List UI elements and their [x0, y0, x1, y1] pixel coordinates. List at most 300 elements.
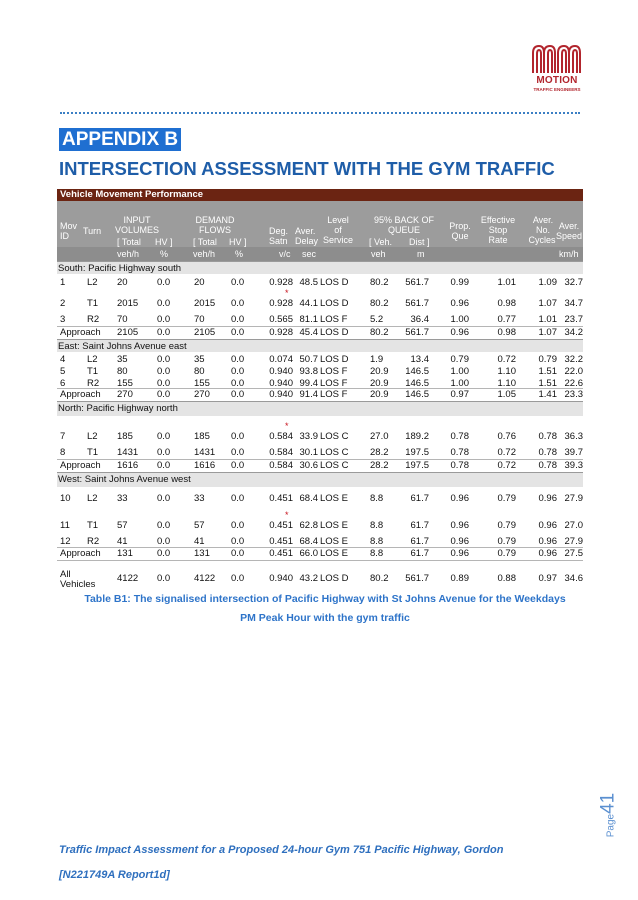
cell-satn: 0.928 [269, 277, 293, 288]
cell-q-veh: 27.0 [370, 431, 389, 442]
cell-in-hv: 0.0 [157, 298, 171, 309]
header-turn: Turn [83, 226, 102, 236]
cell-prop: 0.79 [450, 353, 469, 365]
cell-q-dist: 61.7 [410, 520, 429, 531]
approach-q-dist: 146.5 [405, 389, 429, 400]
cell-prop: 0.96 [450, 535, 469, 547]
approach-dem-hv: 0.0 [231, 327, 245, 338]
cell-in-hv: 0.0 [157, 520, 171, 531]
cell-q-dist: 189.2 [405, 431, 429, 442]
cell-in-total: 155 [117, 377, 133, 389]
all-delay: 43.2 [299, 573, 318, 584]
cell-in-total: 35 [117, 353, 128, 365]
page-number-value: 41 [597, 792, 619, 814]
approach-in-hv: 0.0 [157, 548, 171, 559]
cell-satn: 0.584 [269, 447, 293, 458]
approach-label: Approach [60, 460, 101, 471]
approach-cycles: 1.41 [538, 389, 557, 400]
cell-cycles: 1.07 [538, 298, 557, 309]
cell-id: 4 [60, 353, 66, 365]
cell-cycles: 0.96 [538, 535, 557, 547]
cell-cycles: 1.51 [538, 377, 557, 389]
cell-speed: 39.7 [564, 447, 583, 458]
cell-stop: 0.79 [497, 535, 516, 547]
approach-dem-hv: 0.0 [231, 389, 245, 400]
dotted-divider [60, 112, 580, 114]
cell-turn: L2 [87, 492, 98, 504]
cell-q-veh: 1.9 [370, 353, 384, 365]
cell-in-hv: 0.0 [157, 365, 171, 377]
cell-dem-total: 57 [194, 520, 205, 531]
approach-los: LOS E [320, 548, 348, 559]
approach-prop: 0.96 [450, 548, 469, 559]
approach-in-hv: 0.0 [157, 327, 171, 338]
cell-in-total: 20 [117, 277, 128, 288]
cell-speed: 34.7 [564, 298, 583, 309]
table-row [57, 444, 583, 459]
header-unit-veh: veh [371, 249, 386, 259]
cell-cycles: 0.78 [538, 447, 557, 458]
header-sub-veh: [ Veh. [369, 237, 393, 247]
header-sub-hv-1: HV ] [155, 237, 173, 247]
cell-q-dist: 197.5 [405, 447, 429, 458]
cell-dem-hv: 0.0 [231, 431, 245, 442]
cell-prop: 1.00 [450, 377, 469, 389]
cell-in-hv: 0.0 [157, 447, 171, 458]
cell-in-total: 33 [117, 492, 128, 504]
header-que: Que [451, 231, 469, 241]
header-input-2: VOLUMES [114, 225, 159, 235]
cell-stop: 0.72 [497, 353, 516, 365]
cell-dem-hv: 0.0 [231, 277, 245, 288]
approach-dem-total: 131 [194, 548, 210, 559]
approach-speed: 34.2 [564, 327, 583, 338]
approach-row [57, 326, 583, 339]
approach-satn: 0.940 [269, 389, 293, 400]
cell-delay: 44.1 [299, 298, 318, 309]
cell-q-dist: 146.5 [405, 377, 429, 389]
cell-q-dist: 61.7 [410, 535, 429, 547]
cell-turn: L2 [87, 277, 98, 288]
cell-dem-total: 41 [194, 535, 205, 547]
cell-cycles: 0.79 [538, 353, 557, 365]
caption-line-1: Table B1: The signalised intersection of Pacific Highway with St Johns Avenue for the Weekdays [84, 593, 566, 605]
all-prop: 0.89 [450, 573, 469, 584]
cell-cycles: 0.96 [538, 520, 557, 531]
cell-id: 6 [60, 377, 66, 389]
cell-turn: L2 [87, 353, 98, 365]
all-dem-total: 4122 [194, 573, 216, 584]
approach-in-hv: 0.0 [157, 389, 171, 400]
header-delay: Delay [295, 236, 319, 246]
cell-prop: 0.96 [450, 298, 469, 309]
header-sub-total-1: [ Total [117, 237, 141, 247]
cell-in-hv: 0.0 [157, 377, 171, 389]
cell-q-veh: 80.2 [370, 298, 389, 309]
approach-prop: 0.96 [450, 327, 469, 338]
header-cyc-no: No. [535, 225, 550, 235]
cell-q-veh: 20.9 [370, 377, 389, 389]
cell-los: LOS D [320, 298, 349, 309]
cell-turn: T1 [87, 520, 99, 531]
approach-in-total: 270 [117, 389, 133, 400]
cell-satn: 0.928 [269, 298, 293, 309]
cell-speed: 23.7 [564, 314, 583, 325]
all-in-total: 4122 [117, 573, 139, 584]
cell-los: LOS E [320, 492, 348, 504]
header-of: of [334, 225, 342, 235]
header-satn: Satn [269, 236, 288, 246]
approach-row [57, 388, 583, 401]
approach-label: Approach [60, 548, 101, 559]
header-sub-hv-2: HV ] [229, 237, 247, 247]
approach-cycles: 0.78 [538, 460, 557, 471]
all-label-2: Vehicles [60, 579, 96, 590]
cell-q-veh: 5.2 [370, 314, 384, 325]
approach-los: LOS D [320, 327, 349, 338]
approach-cycles: 0.96 [538, 548, 557, 559]
cell-turn: R2 [87, 314, 100, 325]
footer-line-1: Traffic Impact Assessment for a Proposed 24-hour Gym 751 Pacific Highway, Gordon [59, 844, 504, 856]
cell-in-hv: 0.0 [157, 314, 171, 325]
page-number [596, 782, 636, 842]
approach-cycles: 1.07 [538, 327, 557, 338]
approach-label: Approach [60, 389, 101, 400]
approach-satn: 0.584 [269, 460, 293, 471]
motion-logo-icon [531, 44, 583, 74]
approach-q-dist: 561.7 [405, 327, 429, 338]
header-effective: Effective [480, 215, 516, 225]
table-row [57, 364, 583, 376]
cell-stop: 1.10 [497, 377, 516, 389]
all-in-hv: 0.0 [157, 573, 171, 584]
cell-delay: 30.1 [299, 447, 318, 458]
cell-cycles: 0.78 [538, 431, 557, 442]
approach-q-dist: 197.5 [405, 460, 429, 471]
cell-stop: 1.10 [497, 365, 516, 377]
all-q-veh: 80.2 [370, 573, 389, 584]
all-stop: 0.88 [497, 573, 516, 584]
cell-speed: 22.6 [564, 377, 583, 389]
cell-id: 2 [60, 298, 66, 309]
approach-delay: 45.4 [299, 327, 318, 338]
approach-q-veh: 28.2 [370, 460, 389, 471]
cell-satn: 0.451 [269, 492, 293, 504]
critical-movement-marker: * [285, 421, 289, 431]
cell-turn: R2 [87, 535, 100, 547]
cell-stop: 0.76 [497, 431, 516, 442]
header-sub-dist: Dist ] [409, 237, 430, 247]
table-row [57, 507, 583, 533]
cell-id: 10 [60, 492, 71, 504]
critical-movement-marker: * [285, 288, 289, 298]
header-unit-vc: v/c [279, 249, 291, 259]
table-row [57, 487, 583, 507]
cell-turn: L2 [87, 431, 98, 442]
cell-los: LOS E [320, 520, 348, 531]
approach-speed: 27.5 [564, 548, 583, 559]
header-id: ID [60, 231, 69, 241]
cell-id: 12 [60, 535, 71, 547]
cell-satn: 0.940 [269, 365, 293, 377]
cell-dem-total: 185 [194, 431, 210, 442]
cell-stop: 1.01 [497, 277, 516, 288]
cell-los: LOS D [320, 353, 349, 365]
appendix-label: APPENDIX B [59, 128, 181, 151]
approach-in-total: 131 [117, 548, 133, 559]
cell-id: 1 [60, 277, 66, 288]
cell-delay: 50.7 [299, 353, 318, 365]
table-body [57, 261, 583, 590]
header-deg: Deg. [269, 226, 289, 236]
header-demand-1: DEMAND [195, 215, 235, 225]
approach-delay: 30.6 [299, 460, 318, 471]
approach-q-veh: 80.2 [370, 327, 389, 338]
cell-speed: 27.9 [564, 492, 583, 504]
approach-los: LOS C [320, 460, 349, 471]
cell-dem-hv: 0.0 [231, 353, 245, 365]
cell-stop: 0.79 [497, 492, 516, 504]
cell-satn: 0.074 [269, 353, 293, 365]
header-rate: Rate [488, 235, 508, 245]
cell-q-veh: 80.2 [370, 277, 389, 288]
cell-in-hv: 0.0 [157, 353, 171, 365]
cell-in-total: 57 [117, 520, 128, 531]
page-word: Page [605, 813, 617, 838]
cell-delay: 81.1 [299, 314, 318, 325]
cell-satn: 0.451 [269, 520, 293, 531]
vehicle-movement-table [57, 189, 583, 590]
cell-dem-total: 35 [194, 353, 205, 365]
cell-satn: 0.584 [269, 431, 293, 442]
cell-dem-hv: 0.0 [231, 447, 245, 458]
cell-prop: 1.00 [450, 365, 469, 377]
approach-in-hv: 0.0 [157, 460, 171, 471]
cell-q-dist: 561.7 [405, 298, 429, 309]
cell-delay: 62.8 [299, 520, 318, 531]
header-sub-total-2: [ Total [193, 237, 217, 247]
cell-dem-total: 1431 [194, 447, 216, 458]
cell-dem-total: 20 [194, 277, 205, 288]
cell-delay: 33.9 [299, 431, 318, 442]
logo-name: MOTION [536, 75, 578, 86]
cell-in-total: 70 [117, 314, 128, 325]
table-caption [60, 590, 590, 628]
cell-q-veh: 8.8 [370, 492, 384, 504]
cell-cycles: 1.51 [538, 365, 557, 377]
approach-satn: 0.928 [269, 327, 293, 338]
header-unit-kmh: km/h [559, 249, 579, 259]
cell-in-total: 2015 [117, 298, 139, 309]
header-prop: Prop. [449, 221, 471, 231]
cell-prop: 0.78 [450, 431, 469, 442]
header-demand-2: FLOWS [198, 225, 231, 235]
header-unit-pct-2: % [235, 249, 244, 259]
approach-dem-hv: 0.0 [231, 548, 245, 559]
cell-los: LOS C [320, 447, 349, 458]
header-mov: Mov [60, 221, 78, 231]
cell-in-hv: 0.0 [157, 535, 171, 547]
cell-delay: 68.4 [299, 535, 318, 547]
cell-prop: 1.00 [450, 314, 469, 325]
all-label-1: All [60, 569, 71, 580]
cell-speed: 22.0 [564, 365, 583, 377]
cell-id: 5 [60, 365, 66, 377]
table-header [57, 201, 583, 261]
cell-in-total: 80 [117, 365, 128, 377]
cell-dem-hv: 0.0 [231, 535, 245, 547]
cell-dem-hv: 0.0 [231, 492, 245, 504]
all-los: LOS D [320, 573, 349, 584]
header-boq-1: 95% BACK OF [373, 215, 435, 225]
all-q-dist: 561.7 [405, 573, 429, 584]
cell-dem-total: 155 [194, 377, 210, 389]
cell-los: LOS F [320, 365, 348, 377]
approach-speed: 23.3 [564, 389, 583, 400]
cell-dem-hv: 0.0 [231, 365, 245, 377]
approach-label: Approach [60, 327, 101, 338]
cell-los: LOS E [320, 535, 348, 547]
header-unit-m: m [417, 249, 425, 259]
section-header: West: Saint Johns Avenue west [57, 472, 583, 487]
header-service: Service [322, 235, 353, 245]
cell-prop: 0.99 [450, 277, 469, 288]
cell-dem-hv: 0.0 [231, 314, 245, 325]
cell-id: 3 [60, 314, 66, 325]
header-stop: Stop [488, 225, 508, 235]
cell-in-hv: 0.0 [157, 277, 171, 288]
header-unit-sec: sec [302, 249, 317, 259]
cell-satn: 0.451 [269, 535, 293, 547]
cell-id: 8 [60, 447, 66, 458]
approach-dem-total: 2105 [194, 327, 216, 338]
table-row [57, 352, 583, 364]
table-row [57, 289, 583, 311]
cell-dem-hv: 0.0 [231, 298, 245, 309]
cell-in-total: 1431 [117, 447, 139, 458]
table-row [57, 533, 583, 547]
cell-id: 11 [60, 520, 70, 531]
all-vehicles-row [57, 560, 583, 590]
cell-los: LOS C [320, 431, 349, 442]
all-cycles: 0.97 [538, 573, 557, 584]
approach-speed: 39.3 [564, 460, 583, 471]
approach-row [57, 459, 583, 472]
header-input-1: INPUT [123, 215, 151, 225]
cell-prop: 0.96 [450, 492, 469, 504]
cell-stop: 0.79 [497, 520, 516, 531]
caption-line-2: PM Peak Hour with the gym traffic [240, 612, 410, 624]
cell-id: 7 [60, 431, 66, 442]
header-unit-vehh-2: veh/h [193, 249, 216, 259]
footer-line-2: [N221749A Report1d] [59, 869, 170, 881]
approach-dem-total: 270 [194, 389, 210, 400]
cell-q-dist: 61.7 [410, 492, 429, 504]
cell-los: LOS F [320, 377, 348, 389]
approach-stop: 0.98 [497, 327, 516, 338]
section-header: North: Pacific Highway north [57, 401, 583, 416]
cell-turn: R2 [87, 377, 100, 389]
header-cyc-aver: Aver. [532, 215, 554, 225]
cell-q-dist: 13.4 [410, 353, 429, 365]
cell-cycles: 0.96 [538, 492, 557, 504]
approach-q-veh: 20.9 [370, 389, 389, 400]
approach-delay: 66.0 [299, 548, 318, 559]
cell-q-dist: 561.7 [405, 277, 429, 288]
approach-q-dist: 61.7 [410, 548, 429, 559]
header-unit-vehh-1: veh/h [117, 249, 140, 259]
approach-los: LOS F [320, 389, 348, 400]
approach-stop: 0.79 [497, 548, 516, 559]
approach-row [57, 547, 583, 560]
approach-q-veh: 8.8 [370, 548, 384, 559]
cell-in-hv: 0.0 [157, 431, 171, 442]
approach-dem-hv: 0.0 [231, 460, 245, 471]
cell-dem-hv: 0.0 [231, 377, 245, 389]
cell-stop: 0.77 [497, 314, 516, 325]
cell-speed: 27.0 [564, 520, 583, 531]
approach-dem-total: 1616 [194, 460, 216, 471]
cell-prop: 0.78 [450, 447, 469, 458]
logo-tagline: TRAFFIC ENGINEERS [533, 87, 581, 92]
cell-dem-total: 33 [194, 492, 205, 504]
cell-delay: 48.5 [299, 277, 318, 288]
cell-satn: 0.940 [269, 377, 293, 389]
approach-in-total: 2105 [117, 327, 139, 338]
cell-q-dist: 146.5 [405, 365, 429, 377]
cell-speed: 32.7 [564, 277, 583, 288]
cell-q-dist: 36.4 [410, 314, 429, 325]
cell-dem-total: 70 [194, 314, 205, 325]
section-header: South: Pacific Highway south [57, 261, 583, 274]
all-speed: 34.6 [564, 573, 583, 584]
all-dem-hv: 0.0 [231, 573, 245, 584]
approach-satn: 0.451 [269, 548, 293, 559]
header-aver: Aver. [295, 226, 316, 236]
cell-q-veh: 20.9 [370, 365, 389, 377]
header-speed: Speed [555, 231, 583, 241]
company-logo [528, 44, 586, 94]
header-boq-2: QUEUE [387, 225, 420, 235]
cell-turn: T1 [87, 447, 99, 458]
page-title: INTERSECTION ASSESSMENT WITH THE GYM TRAFFIC [59, 158, 555, 179]
cell-stop: 0.98 [497, 298, 516, 309]
cell-q-veh: 28.2 [370, 447, 389, 458]
cell-delay: 93.8 [299, 365, 318, 377]
cell-q-veh: 8.8 [370, 520, 384, 531]
footer [59, 838, 503, 888]
cell-turn: T1 [87, 365, 99, 377]
cell-cycles: 1.09 [538, 277, 557, 288]
cell-delay: 68.4 [299, 492, 318, 504]
header-unit-pct-1: % [160, 249, 169, 259]
header-level: Level [327, 215, 349, 225]
cell-dem-hv: 0.0 [231, 520, 245, 531]
cell-delay: 99.4 [299, 377, 318, 389]
approach-prop: 0.97 [450, 389, 469, 400]
cell-los: LOS F [320, 314, 348, 325]
cell-in-total: 185 [117, 431, 133, 442]
cell-speed: 27.9 [564, 535, 583, 547]
cell-dem-total: 2015 [194, 298, 216, 309]
all-satn: 0.940 [269, 573, 293, 584]
header-cycles: Cycles [528, 235, 556, 245]
section-header: East: Saint Johns Avenue east [57, 339, 583, 352]
table-title: Vehicle Movement Performance [57, 189, 583, 201]
cell-prop: 0.96 [450, 520, 469, 531]
cell-speed: 36.3 [564, 431, 583, 442]
table-row [57, 311, 583, 326]
